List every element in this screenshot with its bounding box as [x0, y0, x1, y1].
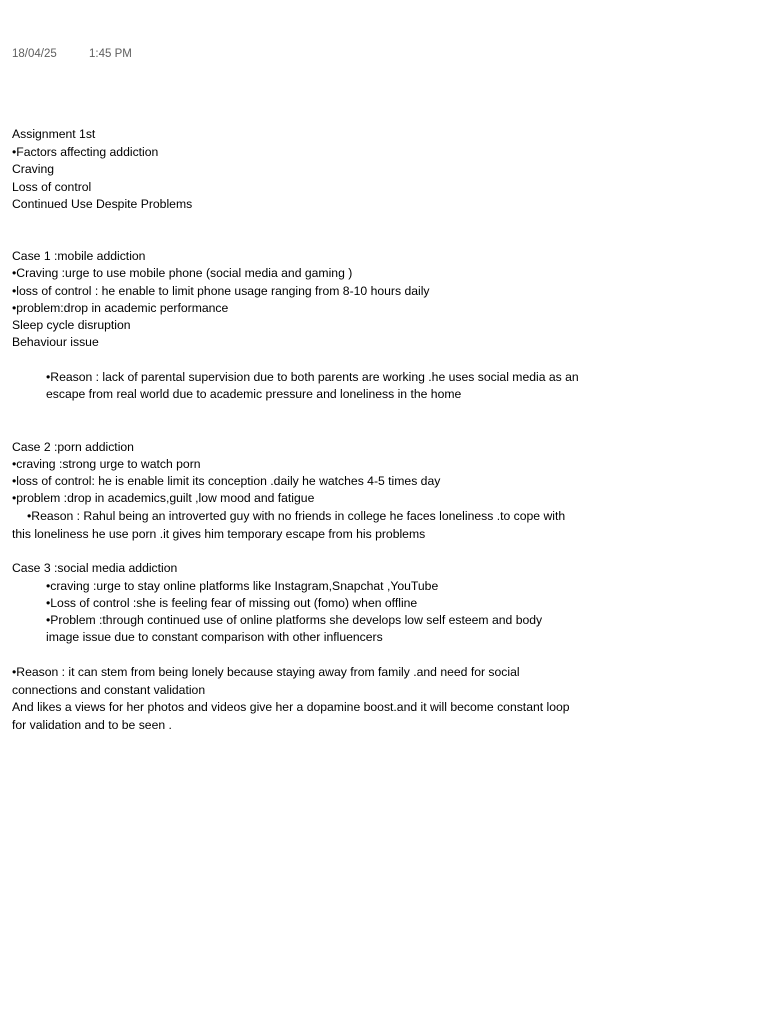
case2-reason: •Reason : Rahul being an introverted guy with no friends in college he faces loneliness .to cope with [27, 509, 566, 523]
case3-craving: •craving :urge to stay online platforms like Instagram,Snapchat ,YouTube [46, 579, 439, 593]
case3-reason: for validation and to be seen . [12, 718, 172, 732]
note-time: 1:45 PM [89, 48, 132, 60]
case1-reason: •Reason : lack of parental supervision due to both parents are working .he uses social media as an [46, 370, 579, 384]
case1-problem-extra: Behaviour issue [12, 335, 99, 349]
case1-reason: escape from real world due to academic pressure and loneliness in the home [46, 387, 462, 401]
case2-reason: this loneliness he use porn .it gives him temporary escape from his problems [12, 527, 426, 541]
case3-reason: And likes a views for her photos and videos give her a dopamine boost.and it will become constant loop [12, 700, 570, 714]
case3-title: Case 3 :social media addiction [12, 561, 178, 575]
case2-problem: •problem :drop in academics,guilt ,low mood and fatigue [12, 491, 315, 505]
case1-craving: •Craving :urge to use mobile phone (social media and gaming ) [12, 266, 353, 280]
factor-item: Continued Use Despite Problems [12, 197, 193, 211]
case3-reason: connections and constant validation [12, 683, 206, 697]
case3-problem: •Problem :through continued use of online platforms she develops low self esteem and body [46, 613, 543, 627]
note-metadata [12, 48, 132, 60]
case3-loss-of-control: •Loss of control :she is feeling fear of missing out (fomo) when offline [46, 596, 418, 610]
case1-problem: •problem:drop in academic performance [12, 301, 229, 315]
case1-title: Case 1 :mobile addiction [12, 249, 146, 263]
assignment-title: Assignment 1st [12, 127, 96, 141]
factors-heading: •Factors affecting addiction [12, 145, 159, 159]
case3-reason: •Reason : it can stem from being lonely because staying away from family .and need for social [12, 665, 520, 679]
factor-item: Craving [12, 162, 54, 176]
factor-item: Loss of control [12, 180, 92, 194]
case2-loss-of-control: •loss of control: he is enable limit its conception .daily he watches 4-5 times day [12, 474, 441, 488]
case2-title: Case 2 :porn addiction [12, 440, 134, 454]
note-date: 18/04/25 [12, 48, 57, 60]
case3-problem: image issue due to constant comparison with other influencers [46, 630, 383, 644]
case1-problem-extra: Sleep cycle disruption [12, 318, 131, 332]
case2-craving: •craving :strong urge to watch porn [12, 457, 201, 471]
case1-loss-of-control: •loss of control : he enable to limit phone usage ranging from 8-10 hours daily [12, 284, 430, 298]
